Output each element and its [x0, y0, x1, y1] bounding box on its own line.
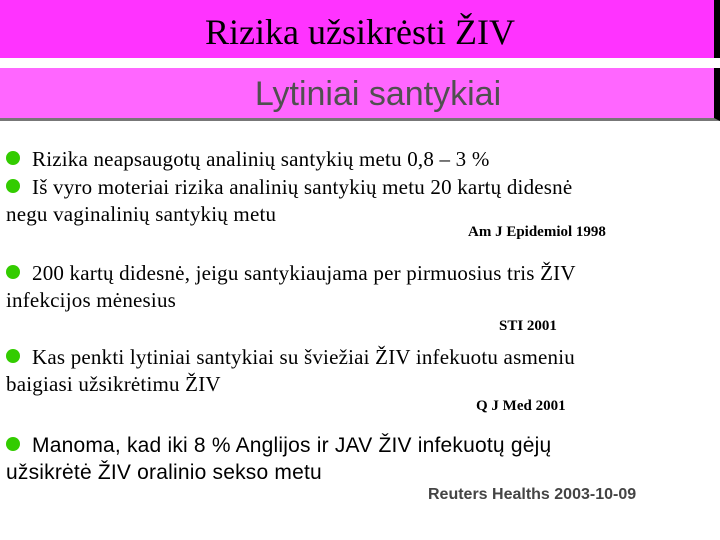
bullet-dot-icon — [6, 349, 20, 363]
bullet-item-1 — [6, 146, 490, 173]
bullet-dot-icon — [6, 265, 20, 279]
bullet-text: Kas penkti lytiniai santykiai su šviežiai ŽIV infekuotu asmeniu — [32, 345, 575, 369]
bullet-item-3 — [6, 260, 576, 314]
bullet-text: 200 kartų didesnė, jeigu santykiaujama per pirmuosius tris ŽIV — [32, 261, 576, 285]
citation: STI 2001 — [499, 318, 557, 334]
bullet-text-cont: užsikrėtė ŽIV oralinio sekso metu — [6, 461, 322, 484]
bullet-text-cont: negu vaginalinių santykių metu — [6, 202, 277, 226]
bullet-item-2 — [6, 174, 572, 228]
citation: Reuters Healths 2003-10-09 — [428, 486, 637, 503]
subtitle-bar — [0, 68, 720, 121]
bullet-dot-icon — [6, 437, 20, 451]
citation: Q J Med 2001 — [476, 398, 566, 414]
bullet-text: Manoma, kad iki 8 % Anglijos ir JAV ŽIV infekuotų gėjų — [32, 434, 552, 457]
bullet-text: Iš vyro moteriai rizika analinių santykių metu 20 kartų didesnė — [32, 175, 573, 199]
bullet-dot-icon — [6, 151, 20, 165]
bullet-text: Rizika neapsaugotų analinių santykių metu 0,8 – 3 % — [32, 147, 490, 171]
bullet-text-cont: baigiasi užsikrėtimu ŽIV — [6, 372, 221, 396]
slide-title: Rizika užsikrėsti ŽIV — [205, 12, 515, 52]
slide-subtitle: Lytiniai santykiai — [254, 75, 502, 113]
bullet-dot-icon — [6, 179, 20, 193]
bullet-item-5 — [6, 432, 551, 486]
bullet-item-4 — [6, 344, 575, 398]
bullet-text-cont: infekcijos mėnesius — [6, 288, 177, 312]
citation: Am J Epidemiol 1998 — [468, 224, 606, 240]
